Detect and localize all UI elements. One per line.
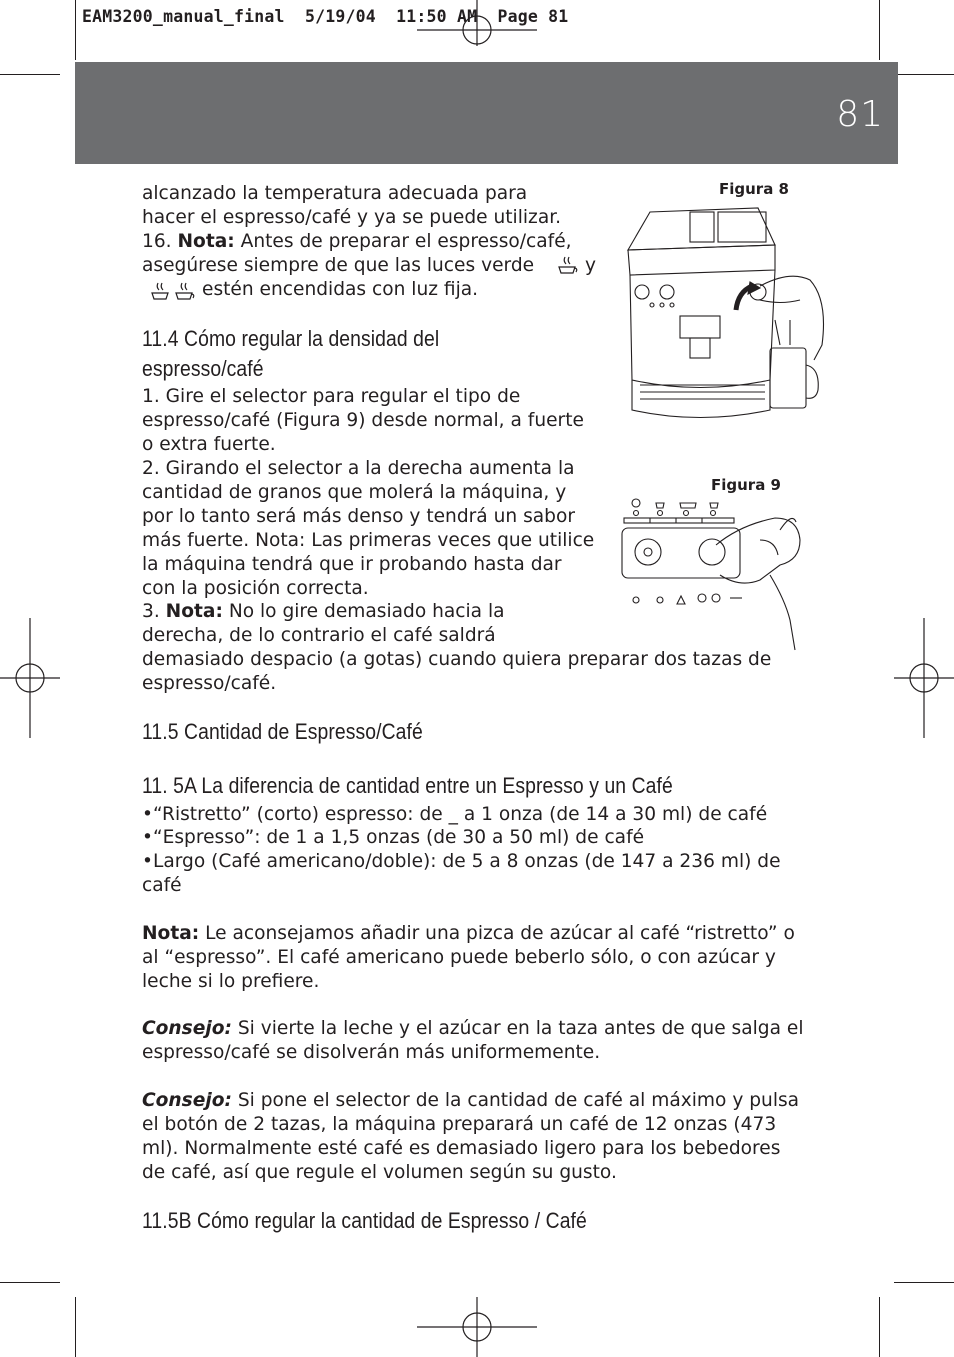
s114-line-3: o extra fuerte. xyxy=(142,434,276,455)
single-cup-icon xyxy=(556,255,580,277)
consejo-2-line-1: Consejo: Si pone el selector de la cantidad de café al máximo y pulsa xyxy=(142,1090,800,1111)
s114-note-line-3: demasiado despacio (a gotas) cuando quiera preparar dos tazas de xyxy=(142,649,772,670)
s114-line-2: espresso/café (Figura 9) desde normal, a fuerte xyxy=(142,410,584,431)
consejo-1-line-2: espresso/café se disolverán más uniformemente. xyxy=(142,1042,601,1063)
intro-line-4: asegúrese siempre de que las luces verde xyxy=(142,255,535,276)
print-slug: EAM3200_manual_final 5/19/04 11:50 AM Page 81 xyxy=(82,7,569,26)
heading-11-5b: 11.5B Cómo regular la cantidad de Espresso / Café xyxy=(142,1208,587,1233)
s114-line-5: cantidad de granos que molerá la máquina, y xyxy=(142,482,567,503)
s114-line-7: más fuerte. Nota: Las primeras veces que utilice xyxy=(142,530,595,551)
intro-line-2: hacer el espresso/café y ya se puede utilizar. xyxy=(142,207,562,228)
figure-9-caption: Figura 9 xyxy=(711,476,781,494)
s114-line-4: 2. Girando el selector a la derecha aumenta la xyxy=(142,458,575,479)
s114-note-line-2: derecha, de lo contrario el café saldrá xyxy=(142,625,496,646)
s114-note-line-4: espresso/café. xyxy=(142,673,277,694)
heading-11-5a: 11. 5A La diferencia de cantidad entre un Espresso y un Café xyxy=(142,773,673,798)
heading-11-4-line-2: espresso/café xyxy=(142,356,264,381)
consejo-1-line-1: Consejo: Si vierte la leche y el azúcar en la taza antes de que salga el xyxy=(142,1018,804,1039)
nota-line-1: Nota: Le aconsejamos añadir una pizca de azúcar al café “ristretto” o xyxy=(142,923,795,944)
intro-line-3: 16. Nota: Antes de preparar el espresso/café, xyxy=(142,231,572,252)
consejo-2-line-2: el botón de 2 tazas, la máquina preparará un café de 12 onzas (473 xyxy=(142,1114,777,1135)
bullet-largo: •Largo (Café americano/doble): de 5 a 8 onzas (de 147 a 236 ml) de xyxy=(142,851,781,872)
page-number: 81 xyxy=(836,94,884,135)
s114-line-9: con la posición correcta. xyxy=(142,578,369,599)
s114-line-1: 1. Gire el selector para regular el tipo de xyxy=(142,386,521,407)
consejo-2-line-3: ml). Normalmente esté café es demasiado ligero para los bebedores xyxy=(142,1138,781,1159)
figure-8-caption: Figura 8 xyxy=(719,180,789,198)
nota-line-2: al “espresso”. El café americano puede beberlo sólo, o con azúcar y xyxy=(142,947,776,968)
intro-line-1: alcanzado la temperatura adecuada para xyxy=(142,183,528,204)
intro-line-5: estén encendidas con luz fija. xyxy=(202,279,479,300)
s114-note-line-1: 3. Nota: No lo gire demasiado hacia la xyxy=(142,601,505,622)
intro-line-4-end: y xyxy=(585,255,597,276)
nota-line-3: leche si lo prefiere. xyxy=(142,971,320,992)
heading-11-5: 11.5 Cantidad de Espresso/Café xyxy=(142,719,423,744)
s114-line-6: por lo tanto será más denso y tendrá un sabor xyxy=(142,506,575,527)
bullet-largo-cont: café xyxy=(142,875,182,896)
heading-11-4-line-1: 11.4 Cómo regular la densidad del xyxy=(142,326,440,351)
s114-line-8: la máquina tendrá que ir probando hasta dar xyxy=(142,554,562,575)
bullet-ristretto: •“Ristretto” (corto) espresso: de _ a 1 onza (de 14 a 30 ml) de café xyxy=(142,804,768,825)
consejo-2-line-4: de café, así que regule el volumen según su gusto. xyxy=(142,1162,617,1183)
bullet-espresso: •“Espresso”: de 1 a 1,5 onzas (de 30 a 50 ml) de café xyxy=(142,827,645,848)
two-cups-icon xyxy=(150,281,200,303)
